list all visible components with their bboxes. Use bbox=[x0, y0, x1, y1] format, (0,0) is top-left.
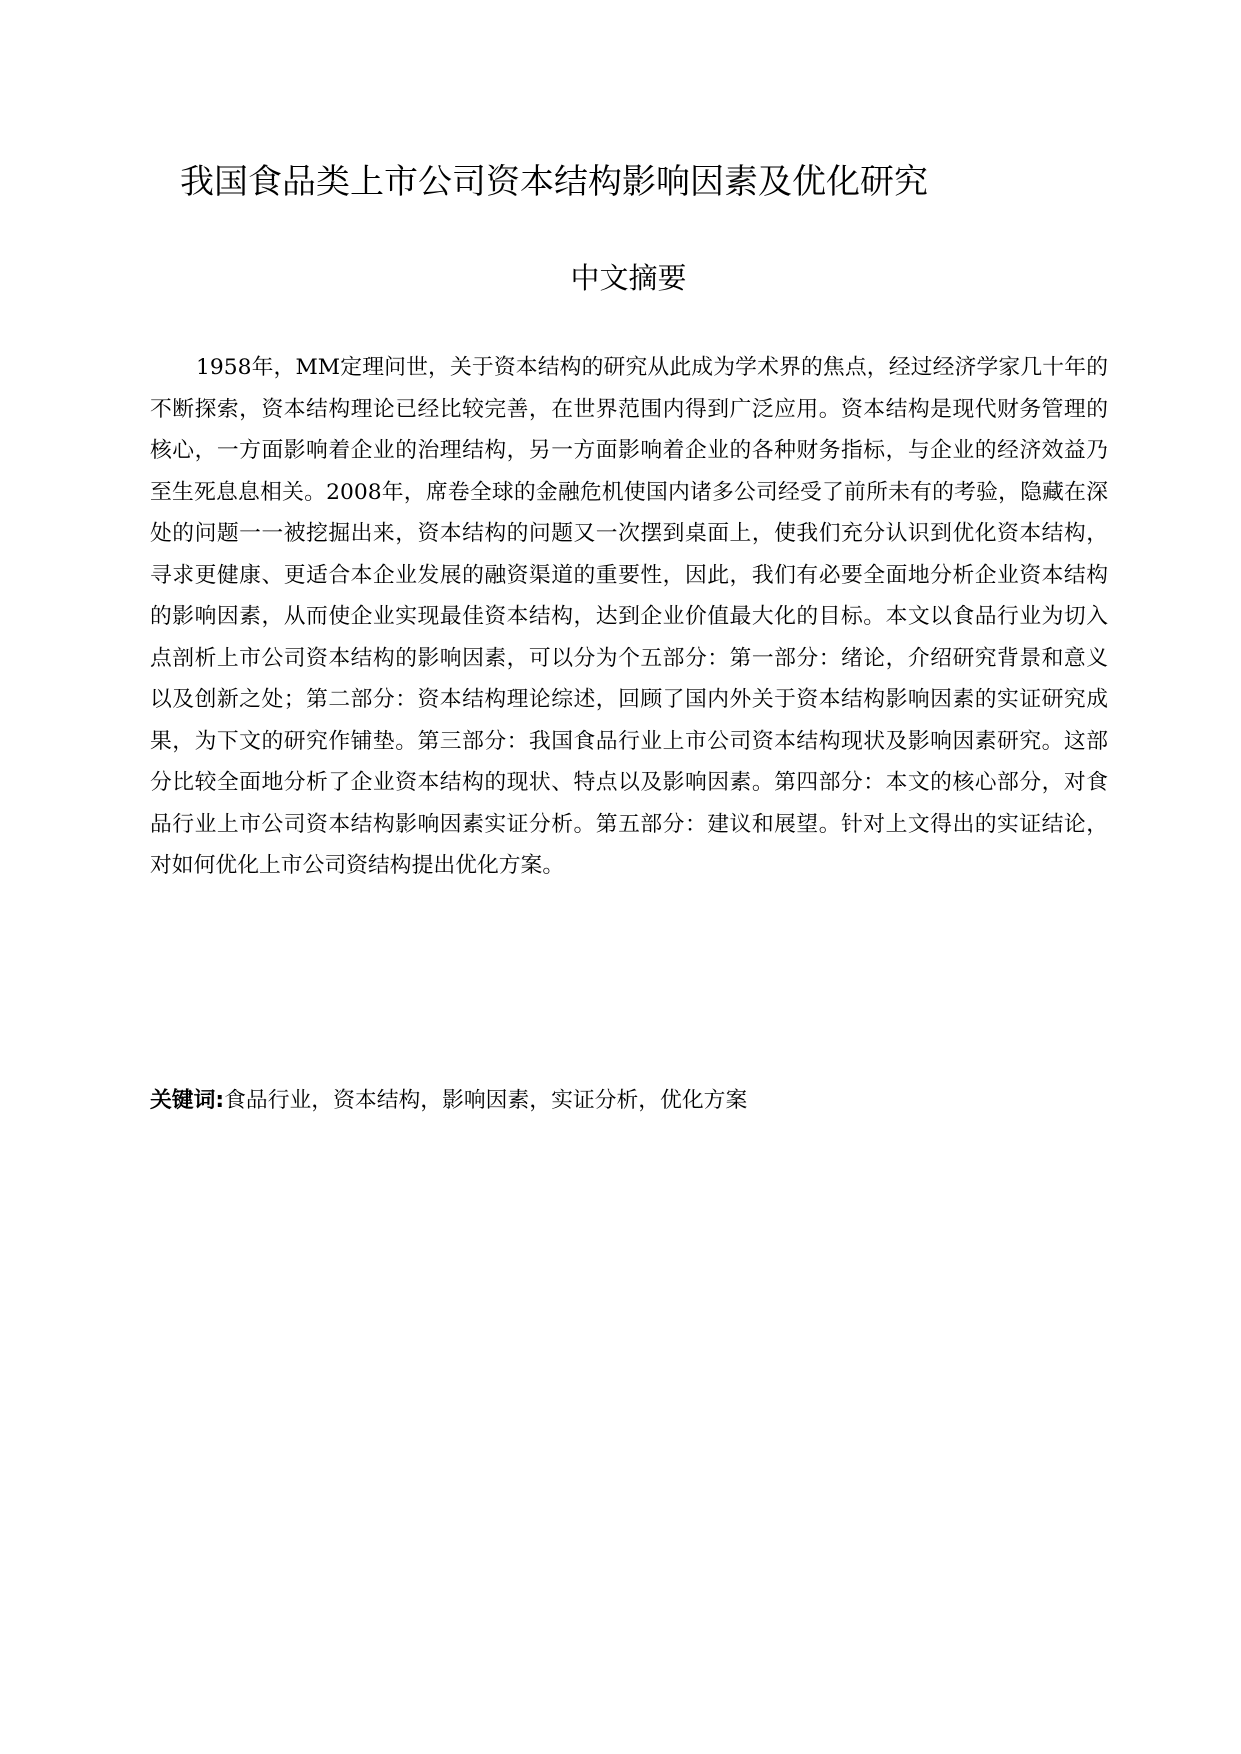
keywords-label: 关键词: bbox=[150, 1088, 225, 1113]
abstract-paragraph: 1958年，MM定理问世，关于资本结构的研究从此成为学术界的焦点，经过经济学家几十年的不断探索，资本结构理论已经比较完善，在世界范围内得到广泛应用。资本结构是现代财务管理的核心，一方面影响着企业的治理结构，另一方面影响着企业的各种财务指标，与企业的经济效益乃至生死息息相关。2008年，席卷全球的金融危机使国内诸多公司经受了前所未有的考验，隐藏在深处的问题一一被挖掘出来，资本结构的问题又一次摆到桌面上，使我们充分认识到优化资本结构，寻求更健康、更适合本企业发展的融资渠道的重要性，因此，我们有必要全面地分析企业资本结构的影响因素，从而使企业实现最佳资本结构，达到企业价值最大化的目标。本文以食品行业为切入点剖析上市公司资本结构的影响因素，可以分为个五部分：第一部分：绪论，介绍研究背景和意义以及创新之处；第二部分：资本结构理论综述，回顾了国内外关于资本结构影响因素的实证研究成果，为下文的研究作铺垫。第三部分：我国食品行业上市公司资本结构现状及影响因素研究。这部分比较全面地分析了企业资本结构的现状、特点以及影响因素。第四部分：本文的核心部分，对食品行业上市公司资本结构影响因素实证分析。第五部分：建议和展望。针对上文得出的实证结论，对如何优化上市公司资结构提出优化方案。 bbox=[150, 355, 1108, 878]
paper-title: 我国食品类上市公司资本结构影响因素及优化研究 bbox=[180, 162, 928, 202]
keywords-text: 食品行业，资本结构，影响因素，实证分析，优化方案 bbox=[224, 1088, 748, 1113]
keywords-line bbox=[150, 1085, 1108, 1117]
abstract-heading: 中文摘要 bbox=[570, 261, 687, 295]
